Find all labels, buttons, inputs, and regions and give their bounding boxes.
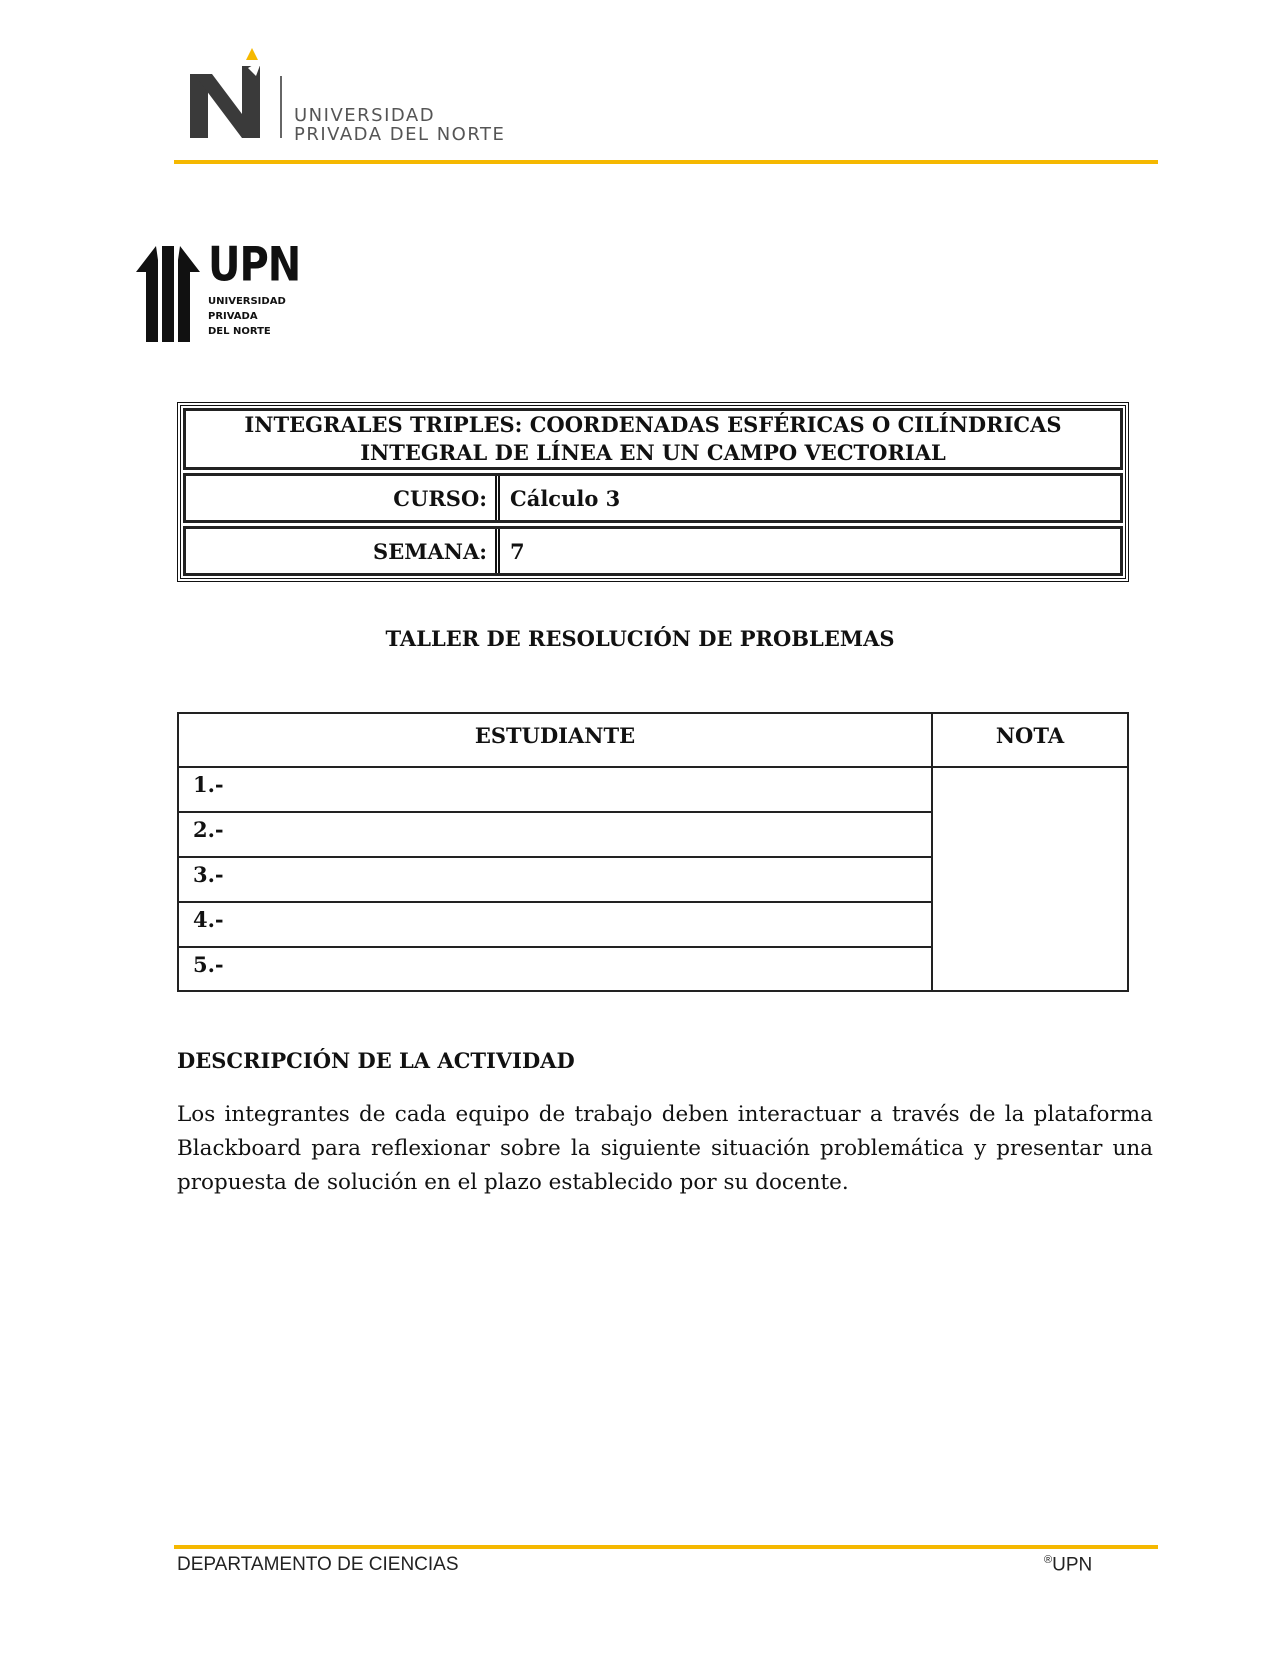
grade-column-header: NOTA (995, 722, 1065, 748)
student-row[interactable]: 2.- (179, 813, 931, 858)
footer-department: DEPARTAMENTO DE CIENCIAS (177, 1554, 459, 1575)
course-label: CURSO: (186, 476, 500, 520)
logo-separator (280, 76, 282, 138)
title-line-2: INTEGRAL DE LÍNEA EN UN CAMPO VECTORIAL (360, 440, 946, 465)
students-table (177, 712, 1129, 992)
footer-brand (1044, 1554, 1092, 1576)
workshop-title: TALLER DE RESOLUCIÓN DE PROBLEMAS (385, 626, 895, 651)
upn-logo-line-2: PRIVADA (208, 311, 258, 322)
upn-logo-line-1: UNIVERSIDAD (208, 296, 286, 307)
student-row[interactable]: 3.- (179, 858, 931, 903)
title-table (177, 402, 1129, 582)
registered-mark: ® (1044, 1554, 1053, 1566)
student-row[interactable]: 1.- (179, 768, 931, 813)
description-heading: DESCRIPCIÓN DE LA ACTIVIDAD (177, 1048, 575, 1073)
students-table-body (179, 768, 1127, 990)
logo-line-2: PRIVADA DEL NORTE (294, 124, 506, 145)
students-table-header (179, 714, 1127, 768)
student-column-header: ESTUDIANTE (179, 714, 933, 766)
header-rule (174, 160, 1158, 164)
course-value: Cálculo 3 (510, 485, 621, 511)
course-row (183, 473, 1123, 523)
title-line-1: INTEGRALES TRIPLES: COORDENADAS ESFÉRICAS O CILÍNDRICAS (244, 412, 1062, 437)
title-row (183, 408, 1123, 470)
week-label: SEMANA: (186, 529, 500, 573)
logo-wordmark (294, 106, 505, 144)
student-row[interactable]: 5.- (193, 952, 224, 977)
upn-arrow-icon (136, 242, 202, 344)
footer-rule (174, 1545, 1158, 1549)
student-row[interactable]: 4.- (179, 903, 931, 948)
upn-logo (136, 238, 301, 344)
logo-line-1: UNIVERSIDAD (294, 105, 436, 126)
upn-logo-line-3: DEL NORTE (208, 326, 271, 337)
week-row (183, 526, 1123, 576)
university-logo-header (190, 46, 570, 146)
footer-brand-text: UPN (1052, 1554, 1093, 1576)
upn-acronym: UPN (208, 238, 301, 293)
description-body: Los integrantes de cada equipo de trabajo deben interactuar a través de la plataforma Blackboard para reflexionar sobre la siguiente situación problemática y presentar una propuesta de solución en el plazo establecido por su docente. (177, 1102, 1153, 1195)
week-value: 7 (510, 538, 525, 564)
n-logo-icon (190, 46, 280, 146)
grade-cell[interactable] (933, 768, 1127, 990)
upn-logo-text (208, 294, 286, 339)
student-list (179, 768, 933, 990)
